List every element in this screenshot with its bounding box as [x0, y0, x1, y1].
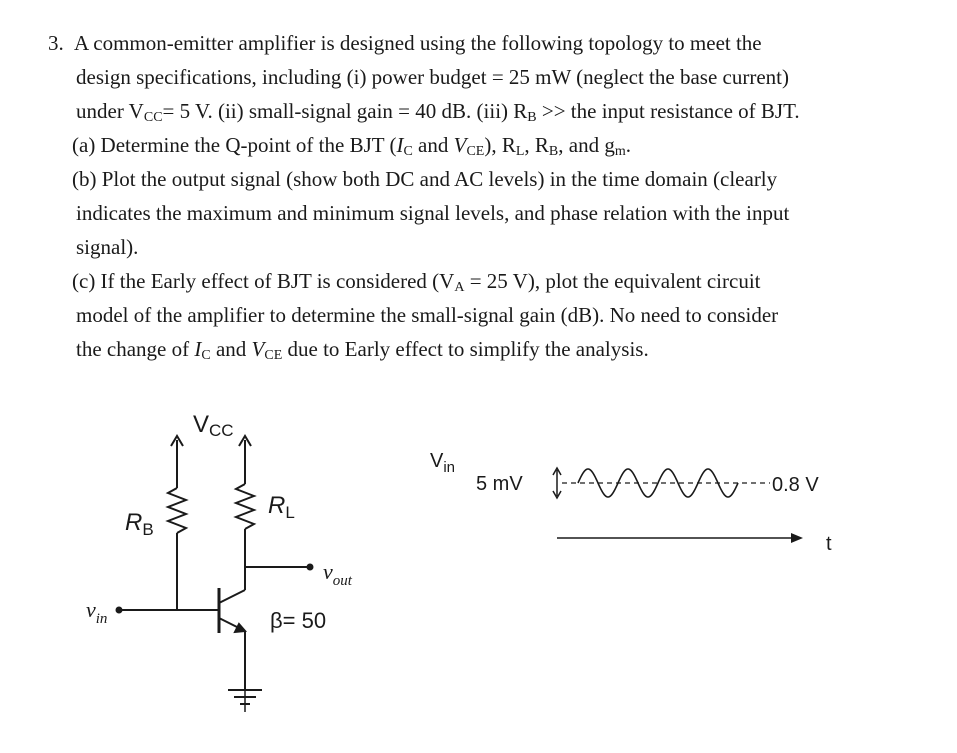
part-b-line-1: (b) Plot the output signal (show both DC and AC levels) in the time domain (clearly — [72, 167, 778, 191]
part-c-line-2: model of the amplifier to determine the small-signal gain (dB). No need to consider — [76, 303, 779, 327]
vin-node — [117, 608, 122, 613]
vcc-label: VCC — [193, 411, 234, 440]
part-c-line-1: (c) If the Early effect of BJT is considered ($V_A = 25$ V), plot the equivalent circuit — [72, 269, 761, 295]
intro-line-2: design specifications, including (i) power budget = 25 mW (neglect the base current) — [76, 65, 789, 89]
part-b-line-3: signal). — [76, 235, 139, 259]
intro-line-3: under $V_{CC}= 5$ V. (ii) small-signal gain = 40 dB. (iii) $R_B$ >> the input resistance of BJT. — [76, 99, 800, 125]
rl-resistor — [236, 484, 254, 529]
part-a-line: (a) Determine the Q-point of the BJT ($I_C$ and $V_{CE}$), $R_L$, $R_B$, and $g_m$. — [72, 133, 631, 159]
time-axis-label: t — [826, 533, 832, 555]
amplitude-label: 5 mV — [476, 473, 523, 495]
rl-label: $R_L$ — [268, 492, 295, 522]
vin-label: $v_{in}$ — [86, 597, 108, 627]
dc-level-label: 0.8 V — [772, 474, 819, 496]
vout-node — [308, 565, 313, 570]
rb-resistor — [168, 488, 186, 533]
bjt-collector-lead — [219, 590, 245, 603]
part-c-line-3: the change of $I_C$ and $V_{CE}$ due to Early effect to simplify the analysis. — [76, 337, 649, 363]
beta-label: β= 50 — [270, 608, 327, 633]
problem-number: 3. — [48, 31, 64, 55]
rb-label: $R_B$ — [125, 509, 154, 539]
vout-label: $v_{out}$ — [323, 559, 352, 589]
waveform-vin-label: $V_{in}$ — [430, 450, 456, 476]
intro-text-1: A common-emitter amplifier is designed using the following topology to meet the — [74, 31, 762, 55]
part-b-line-2: indicates the maximum and minimum signal levels, and phase relation with the input — [76, 201, 790, 225]
emitter-arrow-icon — [235, 624, 245, 632]
time-axis-arrow-icon — [791, 533, 803, 543]
